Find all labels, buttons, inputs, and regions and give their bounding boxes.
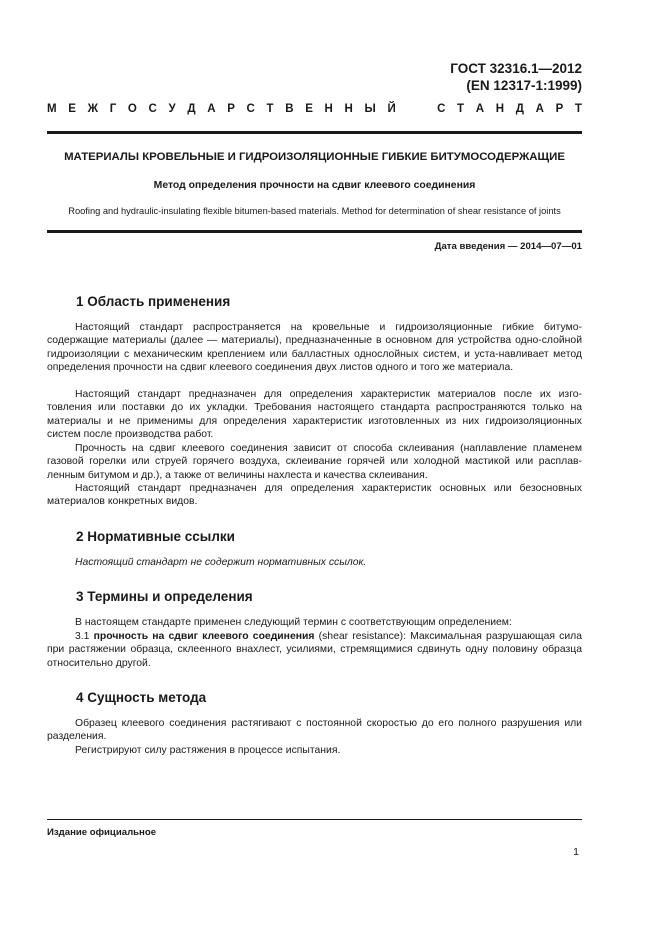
section-4-paragraph: Образец клеевого соединения растягивают с постоянной скоростью до его полного разрушения или разделения. bbox=[47, 718, 582, 743]
banner-letter: Ж bbox=[87, 103, 99, 115]
effective-date: Дата введения — 2014—07—01 bbox=[434, 241, 582, 252]
section-1-paragraph: Настоящий стандарт распространяется на кровельные и гидроизоляционные гибкие битумо-содержащие материалы (далее — материалы), предназначенные в основном для устройства одно-слойной гидроизоляции с механическим креплением или балластных однослойных систем, и уста-навливает метод определения прочности на сдвиг клеевого соединения двух листов одного и того же материала. bbox=[47, 322, 582, 374]
page-number: 1 bbox=[573, 846, 579, 858]
section-1-heading: 1 Область применения bbox=[76, 294, 231, 309]
document-subtitle: Метод определения прочности на сдвиг клеевого соединения bbox=[153, 180, 476, 191]
banner-letter: Г bbox=[109, 103, 117, 115]
banner-letter: Р bbox=[227, 103, 235, 115]
section-4-heading: 4 Сущность метода bbox=[76, 690, 207, 705]
banner-letter: Н bbox=[344, 103, 353, 115]
term-number: 3.1 bbox=[75, 631, 94, 642]
section-4-paragraph: Регистрируют силу растяжения в процессе испытания. bbox=[75, 745, 341, 756]
banner-letter: В bbox=[285, 103, 294, 115]
document-code bbox=[450, 60, 582, 94]
english-title: Roofing and hydraulic-insulating flexible bitumen-based materials. Method for determination of shear resistance of joints bbox=[68, 206, 561, 216]
official-edition-note: Издание официальное bbox=[47, 827, 157, 838]
banner-letter: О bbox=[127, 103, 137, 115]
term-name: прочность на сдвиг клеевого соединения bbox=[93, 631, 315, 642]
banner-letter: Е bbox=[68, 103, 76, 115]
section-1-paragraph: Настоящий стандарт предназначен для определения характеристик основных или безосновных материалов конкретных видов. bbox=[47, 483, 582, 508]
section-2-heading: 2 Нормативные ссылки bbox=[76, 529, 235, 544]
banner-letter: А bbox=[535, 103, 544, 115]
banner-letter: Н bbox=[495, 103, 505, 115]
banner-letter: Й bbox=[387, 103, 396, 115]
section-1-paragraph: Прочность на сдвиг клеевого соединения зависит от способа склеивания (наплавление пламенем газовой горелки или струей горячего воздуха, склеивание горячей или холодной мастикой или расплав-ленным битумом и др.), а также от величины нахлеста и качества склеивания. bbox=[47, 443, 582, 481]
banner-letter: С bbox=[148, 103, 157, 115]
banner-letter: Т bbox=[266, 103, 274, 115]
banner-letter: Д bbox=[515, 103, 524, 115]
banner-letter: Р bbox=[555, 103, 564, 115]
banner-letter: Т bbox=[574, 103, 582, 115]
banner-letter: С bbox=[437, 103, 446, 115]
banner-letter: Д bbox=[187, 103, 196, 115]
document-title: МАТЕРИАЛЫ КРОВЕЛЬНЫЕ И ГИДРОИЗОЛЯЦИОННЫЕ ГИБКИЕ БИТУМОСОДЕРЖАЩИЕ bbox=[64, 151, 565, 163]
title-divider bbox=[47, 230, 582, 233]
en-reference: (EN 12317-1:1999) bbox=[466, 78, 582, 93]
header-divider bbox=[47, 131, 582, 134]
footer-divider bbox=[47, 819, 582, 820]
banner-letter: М bbox=[47, 103, 57, 115]
banner-letter: А bbox=[207, 103, 216, 115]
interstate-standard-banner bbox=[47, 103, 582, 115]
banner-letter: Н bbox=[324, 103, 333, 115]
banner-letter: Т bbox=[457, 103, 465, 115]
banner-letter: Е bbox=[305, 103, 313, 115]
section-1-paragraph: Настоящий стандарт предназначен для определения характеристик материалов после их изго-товления или поставки до их укладки. Требования настоящего стандарта распространяются только на материалы и не применимы для определения характеристик изготовленных из них гидроизоляционных систем после производства работ. bbox=[47, 389, 582, 441]
gost-number: ГОСТ 32316.1—2012 bbox=[450, 61, 582, 76]
banner-letter: С bbox=[246, 103, 255, 115]
term-description: (shear resistance): Максимальная разрушающая сила при растяжении образца, склеенного внахлест, усилиями, стремящимися сдвинуть одну половину образца относительно другой. bbox=[47, 631, 582, 669]
section-2-paragraph: Настоящий стандарт не содержит нормативных ссылок. bbox=[75, 557, 367, 568]
banner-letter: А bbox=[475, 103, 485, 115]
banner-gap bbox=[407, 103, 425, 115]
section-3-paragraph: В настоящем стандарте применен следующий термин с соответствующим определением: bbox=[75, 617, 512, 628]
banner-letter: У bbox=[168, 103, 176, 115]
section-3-heading: 3 Термины и определения bbox=[76, 589, 253, 604]
banner-letter: Ы bbox=[364, 103, 376, 115]
term-definition bbox=[47, 630, 582, 670]
